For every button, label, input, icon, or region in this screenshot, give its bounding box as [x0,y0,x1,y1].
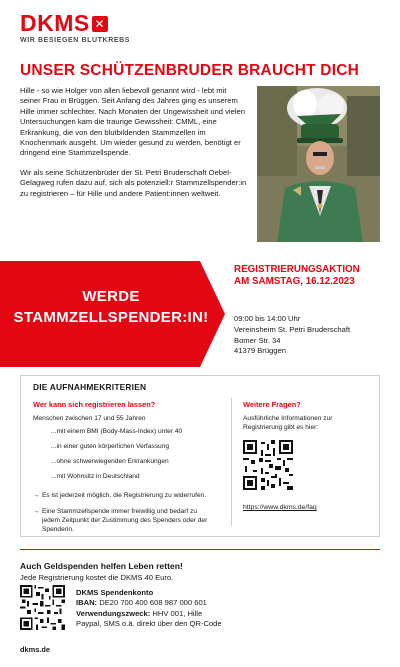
registration-time: 09:00 bis 14:00 Uhr [234,314,301,323]
requirement-item: ...ohne schwerwiegenden Erkrankungen [51,458,169,465]
footer-url[interactable]: dkms.de [20,645,50,654]
requirement-item: ...in einer guten körperlichen Verfassung [51,443,170,450]
iban-value: DE20 700 400 608 987 000 601 [99,598,207,608]
purpose-label: Verwendungszweck: [76,608,151,618]
section-divider [20,549,380,550]
requirements-list [51,427,213,481]
logo-cross-icon: ✕ [92,16,108,32]
notes-list [33,491,213,534]
banner-line-2: STAMMZELLSPENDER:IN! [13,309,209,326]
who-intro: Menschen zwischen 17 und 55 Jahren [33,415,146,422]
donation-account-info [76,588,222,630]
banner-line-1: WERDE [82,288,140,305]
registration-venue: Vereinsheim St. Petri Bruderschaft [234,324,351,334]
who-can-register-section [33,400,213,541]
arrow-right-icon: → [33,508,40,515]
banner-text [0,286,222,328]
patient-photo [257,86,380,242]
payment-methods: Paypal, SMS o.ä. direkt über den QR-Code [76,619,222,629]
story-paragraph-2: Wir als seine Schützenbrüder der St. Petri Bruderschaft Oebel-Gelagweg rufen dazu auf, sich als potenziell:r Stammzellspender:in zu registrieren – für Hille und andere Patient:innen weltweit. [20,167,247,198]
note-item: → Es ist jederzeit möglich, die Registrierung zu widerrufen. [33,492,207,499]
registration-street: Bomer Str. 34 [234,335,281,345]
note-item: → Eine Stammzellspende immer freiwillig und bedarf zu jedem Zeitpunkt der Zustimmung des Spenders oder der Spenderin. [33,508,208,533]
account-title: DKMS Spendenkonto [76,588,154,597]
criteria-title: DIE AUFNAHMEKRITERIEN [33,382,147,392]
logo-wordmark: DKMS [20,10,90,36]
faq-link[interactable]: https://www.dkms.de/faq [243,504,317,511]
registration-city: 41379 Brüggen [234,346,286,356]
requirement-item: ...mit einem BMI (Body-Mass-Index) unter 40 [51,428,183,435]
headline: UNSER SCHÜTZENBRUDER BRAUCHT DICH [20,62,359,79]
donation-heading: Auch Geldspenden helfen Leben retten! [20,561,183,571]
registration-title [234,264,394,288]
questions-heading: Weitere Fragen? [243,400,301,409]
registration-title-line-1: REGISTRIERUNGSAKTION [234,264,360,275]
faq-qr-code-icon[interactable] [243,440,293,490]
who-heading: Wer kann sich registrieren lassen? [33,400,156,409]
iban-label: IBAN: [76,598,98,608]
story-paragraph-1: Hille - so wie Holger von allen liebevoll genannt wird - lebt mit seiner Frau in Brüggen. Seit Anfang des Jahres ging es unserem Hille immer schlechter. Nach Monaten der Ungewissheit und vielen Untersuchungen kam die traurige Gewissheit: CMML, eine Erkrankung, die von den blutbildenden Stammzellen im Knochenmark ausgeht. Um wieder gesund zu werden, benötigt er dringend eine Stammzellspende. [20,86,245,158]
registration-date: AM SAMSTAG, 16.12.2023 [234,276,355,287]
donation-subtext: Jede Registrierung kostet die DKMS 40 Euro. [20,573,174,582]
questions-section [243,400,371,512]
arrow-right-icon: → [33,492,40,499]
purpose-value: HHV 001, Hille [152,608,203,618]
questions-text: Ausführliche Informationen zur Registrierung gibt es hier: [243,415,333,431]
registration-details [234,314,350,357]
requirement-item: ...mit Wohnsitz in Deutschland [51,473,140,480]
logo-tagline: WIR BESIEGEN BLUTKREBS [20,37,131,44]
donation-qr-code-icon[interactable] [20,585,65,630]
criteria-box [20,375,380,537]
story-text [20,86,248,208]
column-divider [231,398,232,526]
dkms-logo [20,12,130,44]
